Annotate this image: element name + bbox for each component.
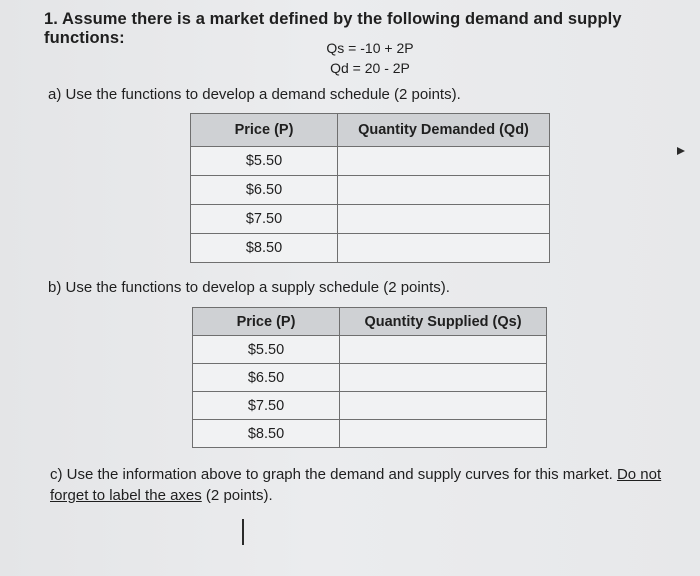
price-cell: $7.50 [193,392,340,420]
quantity-demanded-cell[interactable] [338,147,550,176]
demand-equation: Qd = 20 - 2P [330,60,410,76]
table-row [191,147,550,176]
table-row [193,420,547,448]
table-row [193,392,547,420]
table-row [191,234,550,263]
quantity-supplied-cell[interactable] [340,364,547,392]
price-cell: $8.50 [191,234,338,263]
pointer-icon [677,147,685,155]
part-c-instruction [50,464,670,506]
text-cursor [242,519,244,545]
quantity-demanded-cell[interactable] [338,205,550,234]
supply-schedule-table [192,307,547,448]
price-cell: $5.50 [193,336,340,364]
part-b-instruction: b) Use the functions to develop a supply schedule (2 points). [48,279,450,296]
table-row [191,176,550,205]
header-price: Price (P) [191,114,338,147]
table-header-row [191,114,550,147]
price-cell: $8.50 [193,420,340,448]
header-price: Price (P) [193,308,340,336]
price-cell: $5.50 [191,147,338,176]
quantity-demanded-cell[interactable] [338,176,550,205]
table-header-row [193,308,547,336]
axes-reminder: Do not forget to label the axes [50,466,662,504]
table-row [191,205,550,234]
supply-equation: Qs = -10 + 2P [326,40,414,56]
header-quantity-supplied: Quantity Supplied (Qs) [340,308,547,336]
price-cell: $6.50 [191,176,338,205]
quantity-supplied-cell[interactable] [340,336,547,364]
header-quantity-demanded: Quantity Demanded (Qd) [338,114,550,147]
quantity-supplied-cell[interactable] [340,392,547,420]
part-c-text: c) Use the information above to graph the demand and supply curves for this market. [50,466,617,483]
quantity-demanded-cell[interactable] [338,234,550,263]
price-cell: $6.50 [193,364,340,392]
part-c-points: (2 points). [201,487,273,504]
table-row [193,364,547,392]
part-a-instruction: a) Use the functions to develop a demand schedule (2 points). [48,86,461,103]
price-cell: $7.50 [191,205,338,234]
demand-schedule-table [190,113,550,263]
table-row [193,336,547,364]
question-title: 1. Assume there is a market defined by the following demand and supply functions: [44,10,622,47]
quantity-supplied-cell[interactable] [340,420,547,448]
